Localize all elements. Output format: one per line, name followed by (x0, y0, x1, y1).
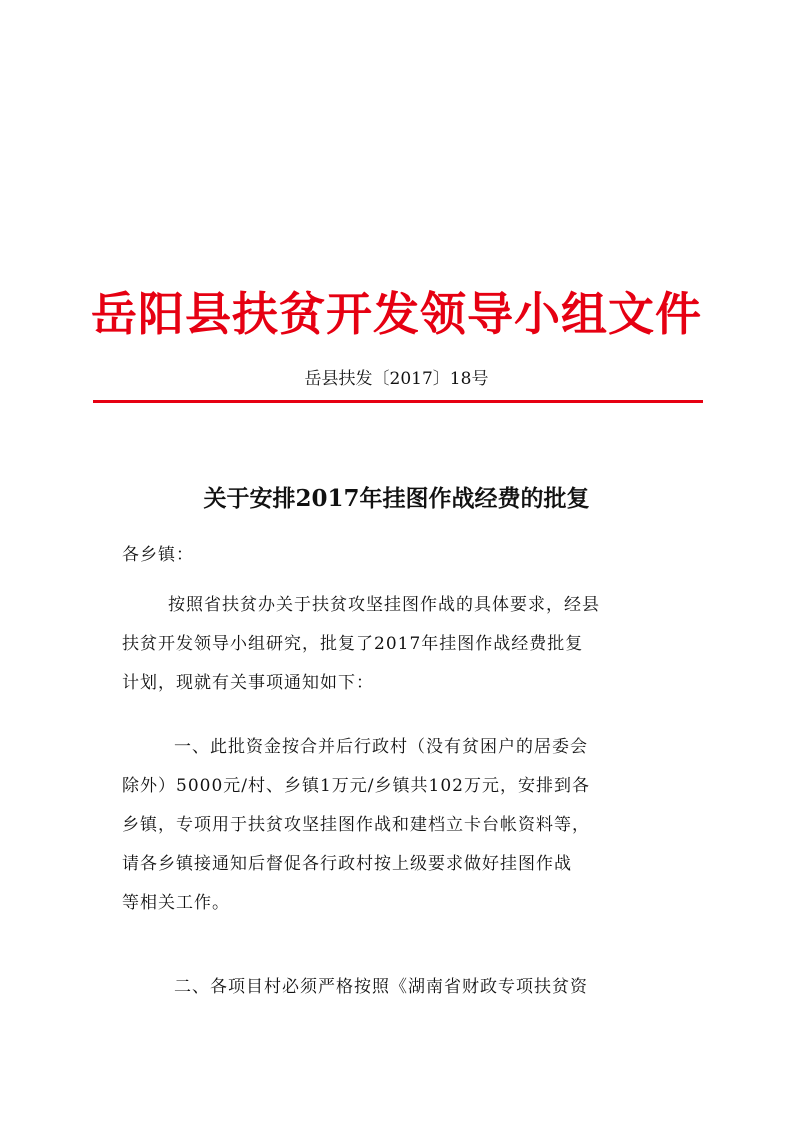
paragraph-item-two (122, 968, 678, 1007)
document-number: 岳县扶发〔2017〕18号 (304, 369, 489, 389)
red-divider-line (93, 400, 703, 403)
paragraph-line: 请各乡镇接通知后督促各行政村按上级要求做好挂图作战 (122, 854, 572, 874)
paragraph-line: 扶贫开发领导小组研究，批复了2017年挂图作战经费批复 (122, 634, 584, 654)
document-header-title: 岳阳县扶贫开发领导小组文件 (91, 287, 702, 341)
paragraph-intro (122, 586, 678, 703)
paragraph-line: 计划，现就有关事项通知如下： (122, 673, 374, 693)
document-subject: 关于安排2017年挂图作战经费的批复 (203, 485, 590, 512)
paragraph-line: 二、各项目村必须严格按照《湖南省财政专项扶贫资 (174, 977, 588, 997)
paragraph-line: 乡镇，专项用于扶贫攻坚挂图作战和建档立卡台帐资料等， (122, 815, 590, 835)
paragraph-line: 一、此批资金按合并后行政村（没有贫困户的居委会 (174, 737, 588, 757)
paragraph-item-one (122, 728, 678, 923)
paragraph-line: 按照省扶贫办关于扶贫攻坚挂图作战的具体要求，经县 (168, 595, 600, 615)
addressee: 各乡镇： (122, 545, 194, 565)
paragraph-line: 除外）5000元/村、乡镇1万元/乡镇共102万元，安排到各 (122, 776, 590, 796)
paragraph-line: 等相关工作。 (122, 893, 230, 913)
